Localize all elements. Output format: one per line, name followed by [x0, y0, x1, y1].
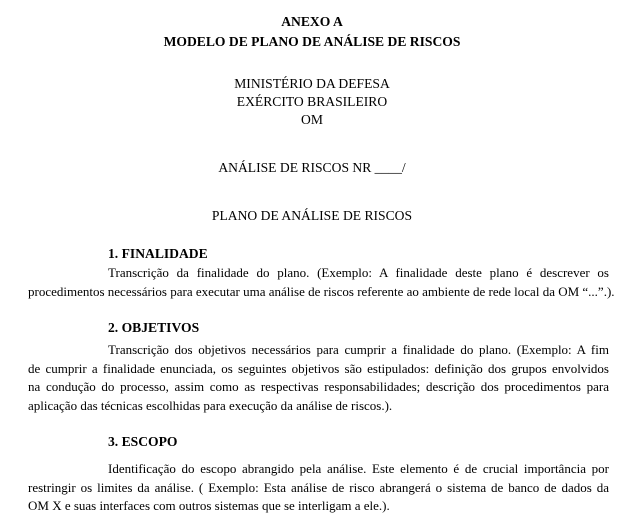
- org-ministry: MINISTÉRIO DA DEFESA: [234, 76, 390, 91]
- paragraph-line: de cumprir a finalidade enunciada, os seguintes objetivos são estipulados: definição dos grupos envolvidos: [28, 360, 609, 376]
- paragraph-line: na condução do processo, assim como as respectivas responsabilidades; descrição dos procedimentos para: [28, 379, 609, 395]
- annex-title: ANEXO A: [281, 14, 343, 29]
- section-heading-escopo: 3. ESCOPO: [108, 434, 178, 449]
- paragraph-line: aplicação das técnicas escolhidas para execução da análise de riscos.).: [28, 397, 393, 413]
- paragraph-line: OM X e suas interfaces com outros sistemas que se interligam a ele.).: [28, 498, 390, 514]
- section-body-objetivos: [28, 341, 609, 415]
- section-body-escopo: [28, 460, 609, 516]
- section-heading-objetivos: 2. OBJETIVOS: [108, 320, 200, 335]
- analysis-number: ANÁLISE DE RISCOS NR ____/: [218, 160, 406, 175]
- section-body-finalidade: [28, 264, 615, 301]
- org-army: EXÉRCITO BRASILEIRO: [236, 94, 388, 109]
- plan-title: PLANO DE ANÁLISE DE RISCOS: [211, 208, 413, 223]
- paragraph-line: Identificação do escopo abrangido pela análise. Este elemento é de crucial importância por: [108, 461, 609, 476]
- section-heading-finalidade: 1. FINALIDADE: [108, 246, 208, 261]
- model-title: MODELO DE PLANO DE ANÁLISE DE RISCOS: [163, 34, 461, 49]
- org-om: OM: [301, 112, 323, 127]
- paragraph-line: Transcrição da finalidade do plano. (Exemplo: A finalidade deste plano é descrever os: [108, 265, 609, 280]
- paragraph-line: restringir os limites da análise. ( Exemplo: Esta análise de risco abrangerá o sistema de banco de dados da: [28, 479, 609, 495]
- paragraph-line: procedimentos necessários para executar uma análise de riscos referente ao ambiente de rede local da OM “...”.).: [28, 283, 615, 299]
- paragraph-line: Transcrição dos objetivos necessários para cumprir a finalidade do plano. (Exemplo: A fim: [108, 342, 609, 357]
